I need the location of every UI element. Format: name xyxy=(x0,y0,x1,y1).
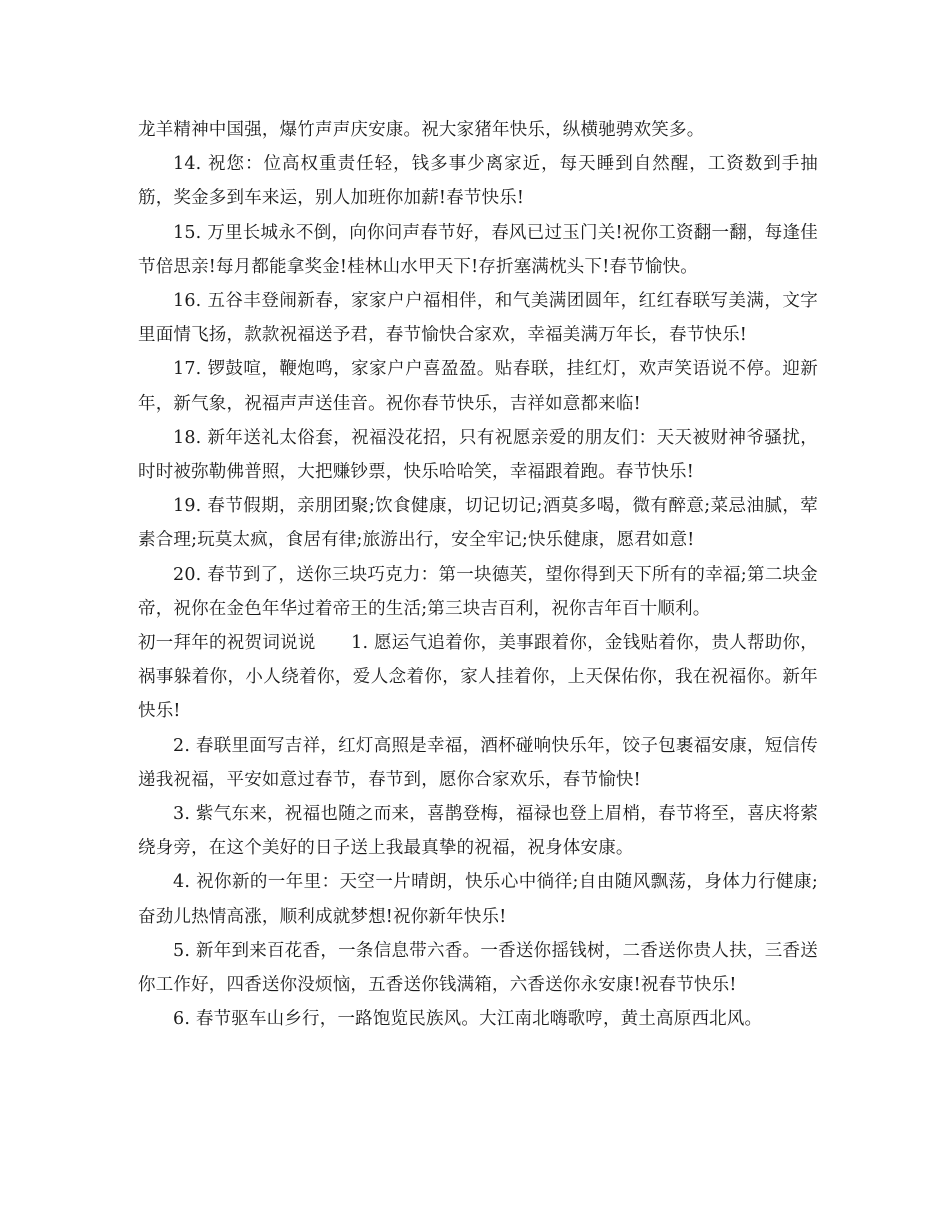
paragraph: 19. 春节假期，亲朋团聚;饮食健康，切记切记;酒莫多喝，微有醉意;菜忌油腻，荤素合理;玩莫太疯，食居有律;旅游出行，安全牢记;快乐健康，愿君如意! xyxy=(138,496,818,551)
paragraph: 20. 春节到了，送你三块巧克力：第一块德芙，望你得到天下所有的幸福;第二块金帝，祝你在金色年华过着帝王的生活;第三块吉百利，祝你吉年百十顺利。 xyxy=(138,564,818,619)
paragraph: 5. 新年到来百花香，一条信息带六香。一香送你摇钱树，二香送你贵人扶，三香送你工作好，四香送你没烦恼，五香送你钱满箱，六香送你永安康!祝春节快乐! xyxy=(138,940,818,996)
paragraph: 龙羊精神中国强，爆竹声声庆安康。祝大家猪年快乐，纵横驰骋欢笑多。 xyxy=(138,120,705,140)
paragraph: 14. 祝您：位高权重责任轻，钱多事少离家近，每天睡到自然醒，工资数到手抽筋，奖金多到车来运，别人加班你加薪!春节快乐! xyxy=(138,154,818,209)
paragraph: 4. 祝你新的一年里：天空一片晴朗，快乐心中徜徉;自由随风飘荡，身体力行健康;奋劲儿热情高涨，顺利成就梦想!祝你新年快乐! xyxy=(138,872,818,927)
paragraph: 2. 春联里面写吉祥，红灯高照是幸福，酒杯碰响快乐年，饺子包裹福安康，短信传递我祝福，平安如意过春节，春节到，愿你合家欢乐，春节愉快! xyxy=(138,735,818,790)
section-paragraph: 初一拜年的祝贺词说说 1. 愿运气追着你，美事跟着你，金钱贴着你，贵人帮助你，祸事躲着你，小人绕着你，爱人念着你，家人挂着你，上天保佑你，我在祝福你。新年快乐! xyxy=(138,633,818,722)
paragraph: 6. 春节驱车山乡行，一路饱览民族风。大江南北嗨歌哼，黄土高原西北风。 xyxy=(173,1009,763,1030)
paragraph: 18. 新年送礼太俗套，祝福没花招，只有祝愿亲爱的朋友们：天天被财神爷骚扰，时时被弥勒佛普照，大把赚钞票，快乐哈哈笑，幸福跟着跑。春节快乐! xyxy=(138,427,818,483)
paragraph: 16. 五谷丰登闹新春，家家户户福相伴，和气美满团圆年，红红春联写美满，文字里面情飞扬，款款祝福送予君，春节愉快合家欢，幸福美满万年长，春节快乐! xyxy=(138,291,818,346)
paragraph: 17. 锣鼓喧，鞭炮鸣，家家户户喜盈盈。贴春联，挂红灯，欢声笑语说不停。迎新年，新气象，祝福声声送佳音。祝你春节快乐，吉祥如意都来临! xyxy=(138,359,818,414)
document-body xyxy=(138,113,818,1036)
paragraph: 3. 紫气东来，祝福也随之而来，喜鹊登梅，福禄也登上眉梢，春节将至，喜庆将萦绕身旁，在这个美好的日子送上我最真挚的祝福，祝身体安康。 xyxy=(138,804,818,859)
paragraph: 15. 万里长城永不倒，向你问声春节好，春风已过玉门关!祝你工资翻一翻，每逢佳节倍思亲!每月都能拿奖金!桂林山水甲天下!存折塞满枕头下!春节愉快。 xyxy=(138,222,818,277)
